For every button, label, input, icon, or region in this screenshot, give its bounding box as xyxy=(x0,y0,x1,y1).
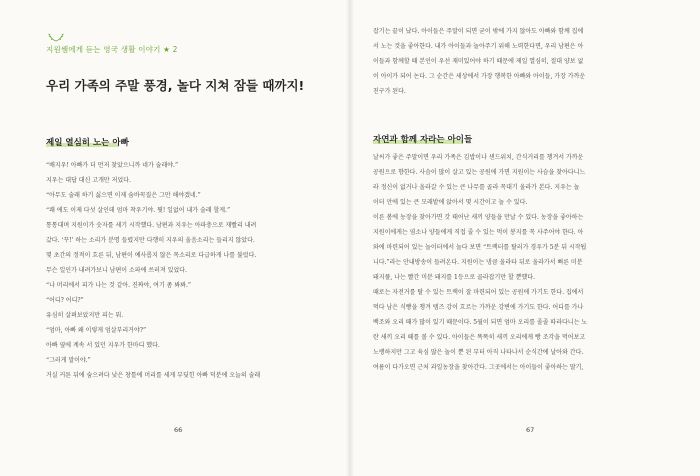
text-line: “엄마, 아빠 왜 이렇게 엄살부리거야?” xyxy=(46,327,147,334)
text-line: 지원이에게는 염소나 양들에게 직접 줄 수 있는 먹이 봉지를 꼭 사주어야 한다. 아 xyxy=(373,229,584,236)
text-line: 이들과 함께할 때 본인이 우선 재미있어야 하기 때문에 제일 열심히, 절대 양보 없 xyxy=(373,58,584,65)
text-line: “아무도 술래 하기 싫으면 이제 숨바꼭질은 그만 해야겠네.” xyxy=(46,192,201,199)
text-line: 지우는 대답 대신 고개만 저었다. xyxy=(46,177,131,184)
text-line: 무슨 일인가 내려가보니 남편이 소파에 쓰러져 있었다. xyxy=(46,267,187,274)
section-title: 제일 열심히 노는 아빠 xyxy=(46,138,129,148)
text-line: 때로는 자전거를 탈 수 있는 트랙이 잘 마련되어 있는 공원에 가기도 한다. 집에서 xyxy=(373,289,584,296)
text-line: “나 머리에서 피가 나는 것 같아. 진짜야, 여기 좀 봐봐.” xyxy=(46,282,191,289)
section-title: 자연과 함께 자라는 아이들 xyxy=(373,135,473,145)
text-line: 서 노는 것을 좋아한다. 내가 아이들과 놀아주기 위해 노력한다면, 우리 남편은 아 xyxy=(373,43,584,50)
body-text xyxy=(46,158,336,383)
text-line: 거실 커튼 뒤에 숨으려다 낮은 창틀에 머리를 세게 부딪힌 아빠 덕분에 오늘의 술래 xyxy=(46,372,261,379)
page-number: 66 xyxy=(174,426,183,434)
body-text-continued xyxy=(373,24,673,99)
text-line: 란 새끼 오리 떼를 볼 수 있다. 아이들은 똑똑히 새끼 오리에게 빵 조각을 먹어보고 xyxy=(373,334,586,341)
text-line: 돼지풀, 나는 빨간 미분 돼지를 1등으로 골라잡기만 할 뿐했다. xyxy=(373,274,535,281)
text-line: 이 아이가 되어 논다. 그 순간은 세상에서 가장 행복한 아빠와 아이들, 가장 가까운 xyxy=(373,73,586,80)
text-line: 공원으로 향한다. 사슴이 많이 살고 있는 공원에 가면 지원이는 사슴을 찾아다니느 xyxy=(373,169,586,176)
text-line: “배지우! 아빠가 더 먼저 찾았으니까 네가 술래야.” xyxy=(46,162,179,169)
text-line: 니다.”라는 안내방송이 들려온다. 지원이는 냉큼 올라타 뒤로 올라가서 뻐른 미분 xyxy=(373,259,583,266)
running-header: 지원쌤에게 듣는 영국 생활 이야기 ★ 2 xyxy=(46,45,178,54)
chapter-title: 우리 가족의 주말 풍경, 놀다 지쳐 잠들 때까지! xyxy=(46,78,305,93)
right-page xyxy=(350,0,700,476)
text-line: 몇 초간의 정적이 흐른 뒤, 남편이 예사롭지 않은 목소리로 다급하게 나를 불렀다. xyxy=(46,252,257,259)
text-line: 이른 봄에 농장을 찾아가면 갓 태어난 새끼 양들을 만날 수 있다. 농장을 좋아하는 xyxy=(373,214,584,221)
body-text xyxy=(373,150,673,375)
text-line: 이터 안에 있는 큰 모래밭에 앉아서 몇 시간이고 놀 수 있다. xyxy=(373,199,528,206)
text-line: 여름이 다가오면 근처 과일농장을 찾아간다. 그곳에서는 아이들이 좋아하는 딸기, xyxy=(373,364,584,371)
text-line: 라 정신이 없거나 올라갈 수 있는 큰 나무를 골라 꼭대기 올라가 본다. 지우는 놀 xyxy=(373,184,580,191)
text-line: 통통대며 지원이가 숫자를 세기 시작했다. 남편과 지우는 아파충으로 재빨리 내려 xyxy=(46,222,257,229)
text-line: 갔다. ‘꾸!’ 하는 소리가 분명 들렸지만 다행히 지우의 울음소리는 들리지 않았다. xyxy=(46,237,255,244)
text-line: 아빠 옆에 계속 서 있던 지우가 한마디 했다. xyxy=(46,342,160,349)
laurel-icon xyxy=(46,32,66,42)
text-line: 유심히 살펴보았지만 피는 뭐. xyxy=(46,312,124,319)
text-line: 친구가 된다. xyxy=(373,88,406,95)
text-line: 노랭하지만 그고 육심 많은 놀이 뿐 된 부터 아직 나타나서 순식간에 날아와 간다. xyxy=(373,349,584,356)
text-line: “그러게 말이야.” xyxy=(46,357,91,364)
text-line: 와에 마련되어 있는 놀이터에서 놀다 보면 “트랙터를 탈러가 경우가 5분 뒤 시작됩 xyxy=(373,244,587,251)
text-line: “어디? 어디?” xyxy=(46,297,84,304)
text-line: 먹다 남은 식빵을 챙겨 템즈 강이 흐르는 가까운 강변에 가기도 한다. 어디를 가나 xyxy=(373,304,584,311)
page-number: 67 xyxy=(526,426,535,434)
text-line: 백조와 오리 때가 많이 있기 때문이다. 5월이 되면 엄마 오리를 졸졸 따라다니는 노 xyxy=(373,319,588,326)
text-line: 날씨가 좋은 주말이면 우리 가족은 김밥이나 샌드위치, 간식거리를 챙겨서 가까운 xyxy=(373,154,584,161)
text-line: 잡기는 끝이 났다. 아이들은 주말이 되면 굳이 밖에 가지 않아도 아빠와 함께 집에 xyxy=(373,28,584,35)
text-line: “쾌 에도 이제 다섯 살인데 엄마 착우기야. 뭣! 일없어 내가 술래 할게.” xyxy=(46,207,231,214)
